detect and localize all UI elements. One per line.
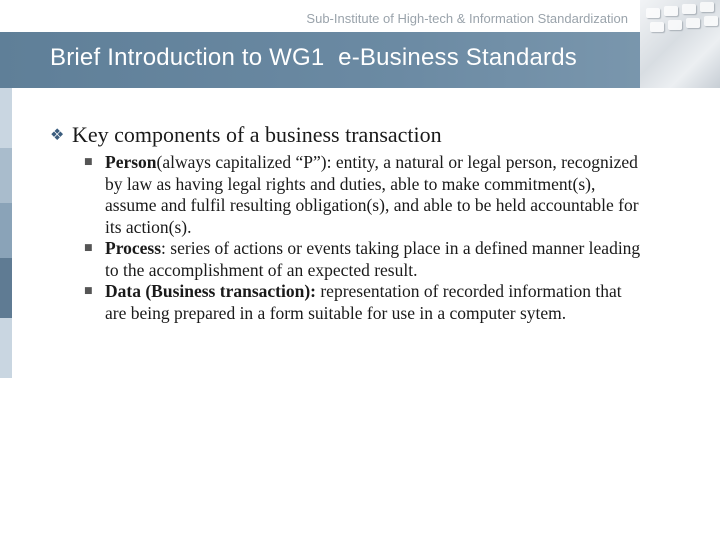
bar-segment [0, 318, 12, 378]
keyboard-key-icon [646, 8, 660, 18]
sub-bullet-list [50, 152, 670, 324]
bullet-heading: Key components of a business transaction [72, 122, 442, 147]
bar-segment [0, 88, 12, 148]
term-person: Person [105, 152, 157, 172]
diamond-bullet-icon: ❖ [50, 125, 65, 144]
institute-subtitle: Sub-Institute of High-tech & Information Standardization [306, 11, 628, 26]
list-item [84, 238, 670, 281]
square-bullet-icon: ■ [84, 286, 93, 296]
slide-title: Brief Introduction to WG1 e-Business Standards [50, 44, 577, 71]
square-bullet-icon: ■ [84, 243, 93, 253]
list-item-text [105, 281, 645, 324]
bar-segment [0, 148, 12, 203]
bar-segment [0, 203, 12, 258]
keyboard-key-icon [704, 16, 718, 26]
term-process: Process [105, 238, 162, 258]
list-item-text [105, 238, 645, 281]
definition-data: representation of recorded information that are being prepared in a form suitable for use in a computer sytem. [105, 281, 622, 323]
header-strip [0, 0, 720, 32]
keyboard-key-icon [664, 6, 678, 16]
list-item-text [105, 152, 645, 238]
slide-content [50, 120, 670, 324]
list-item [84, 281, 670, 324]
keyboard-key-icon [650, 22, 664, 32]
left-decorative-bar [0, 88, 12, 378]
bar-segment [0, 258, 12, 318]
heading-bullet [50, 120, 670, 150]
keyboard-key-icon [682, 4, 696, 14]
term-data: Data (Business transaction): [105, 281, 316, 301]
list-item [84, 152, 670, 238]
definition-process: : series of actions or events taking place in a defined manner leading to the accomplishment of an expected result. [105, 238, 641, 280]
keyboard-key-icon [668, 20, 682, 30]
keyboard-key-icon [700, 2, 714, 12]
definition-person: (always capitalized “P”): entity, a natural or legal person, recognized by law as having legal rights and duties, able to make commitment(s), assume and fulfil resulting obligation(s), and able to be held accountable for its action(s). [105, 152, 639, 237]
keyboard-key-icon [686, 18, 700, 28]
square-bullet-icon: ■ [84, 157, 93, 167]
